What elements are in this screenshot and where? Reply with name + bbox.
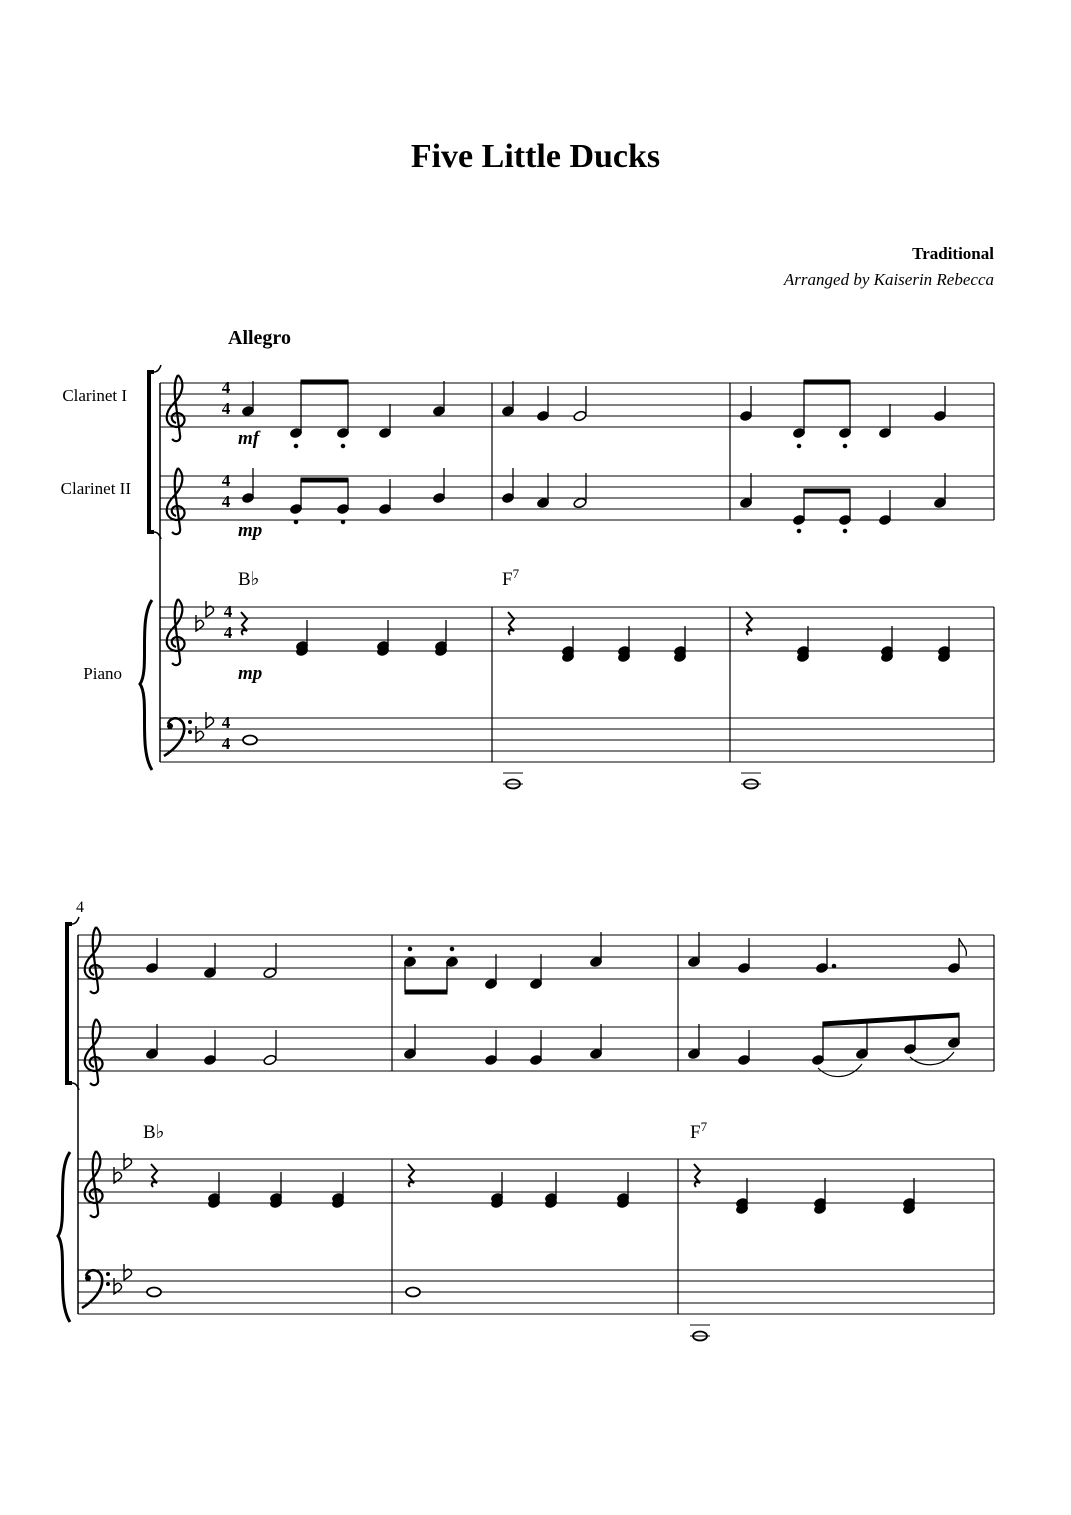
svg-text:4: 4 xyxy=(223,623,233,642)
notes-clarinet-1-sys2 xyxy=(145,932,966,994)
svg-text:4: 4 xyxy=(221,399,231,418)
svg-text:4: 4 xyxy=(221,734,231,753)
chord-symbol-sys1-1: B♭ xyxy=(238,569,260,590)
dynamic-clarinet-2: mp xyxy=(238,520,263,541)
chord-symbol-sys2-2: $F^7$ xyxy=(690,1119,708,1143)
svg-text:4: 4 xyxy=(221,713,231,732)
svg-text:4: 4 xyxy=(223,602,233,621)
composer: Traditional xyxy=(912,244,994,263)
arranger: Arranged by Kaiserin Rebecca xyxy=(783,270,994,289)
instrument-label-clarinet-1: Clarinet I xyxy=(62,386,127,405)
score-title: Five Little Ducks xyxy=(410,138,661,175)
svg-text:4: 4 xyxy=(221,378,231,397)
notes-clarinet-2-sys1 xyxy=(241,468,946,533)
tempo-marking: Allegro xyxy=(228,327,291,349)
svg-text:4: 4 xyxy=(221,471,231,490)
notes-piano-rh-sys1 xyxy=(241,612,951,663)
instrument-label-piano: Piano xyxy=(83,664,122,683)
dynamic-piano: mp xyxy=(238,663,263,684)
svg-text:4: 4 xyxy=(221,492,231,511)
chord-symbol-sys2-1: B♭ xyxy=(143,1122,165,1143)
instrument-label-clarinet-2: Clarinet II xyxy=(60,479,131,498)
system-2 xyxy=(58,899,994,1341)
dynamic-clarinet-1: mf xyxy=(238,428,260,449)
staff-clarinet-2-sys1 xyxy=(160,476,994,520)
notes-piano-rh-sys2 xyxy=(151,1164,916,1215)
notes-clarinet-1-sys1 xyxy=(241,380,946,448)
chord-symbol-sys1-2: $F^7$ xyxy=(502,566,520,590)
measure-number: 4 xyxy=(76,899,84,916)
system-1 xyxy=(140,365,994,789)
staff-piano-lh-sys1 xyxy=(160,718,994,762)
staff-piano-rh-sys1 xyxy=(160,607,994,651)
staff-piano-lh-sys2 xyxy=(78,1270,994,1314)
notes-clarinet-2-sys2 xyxy=(145,1013,960,1077)
